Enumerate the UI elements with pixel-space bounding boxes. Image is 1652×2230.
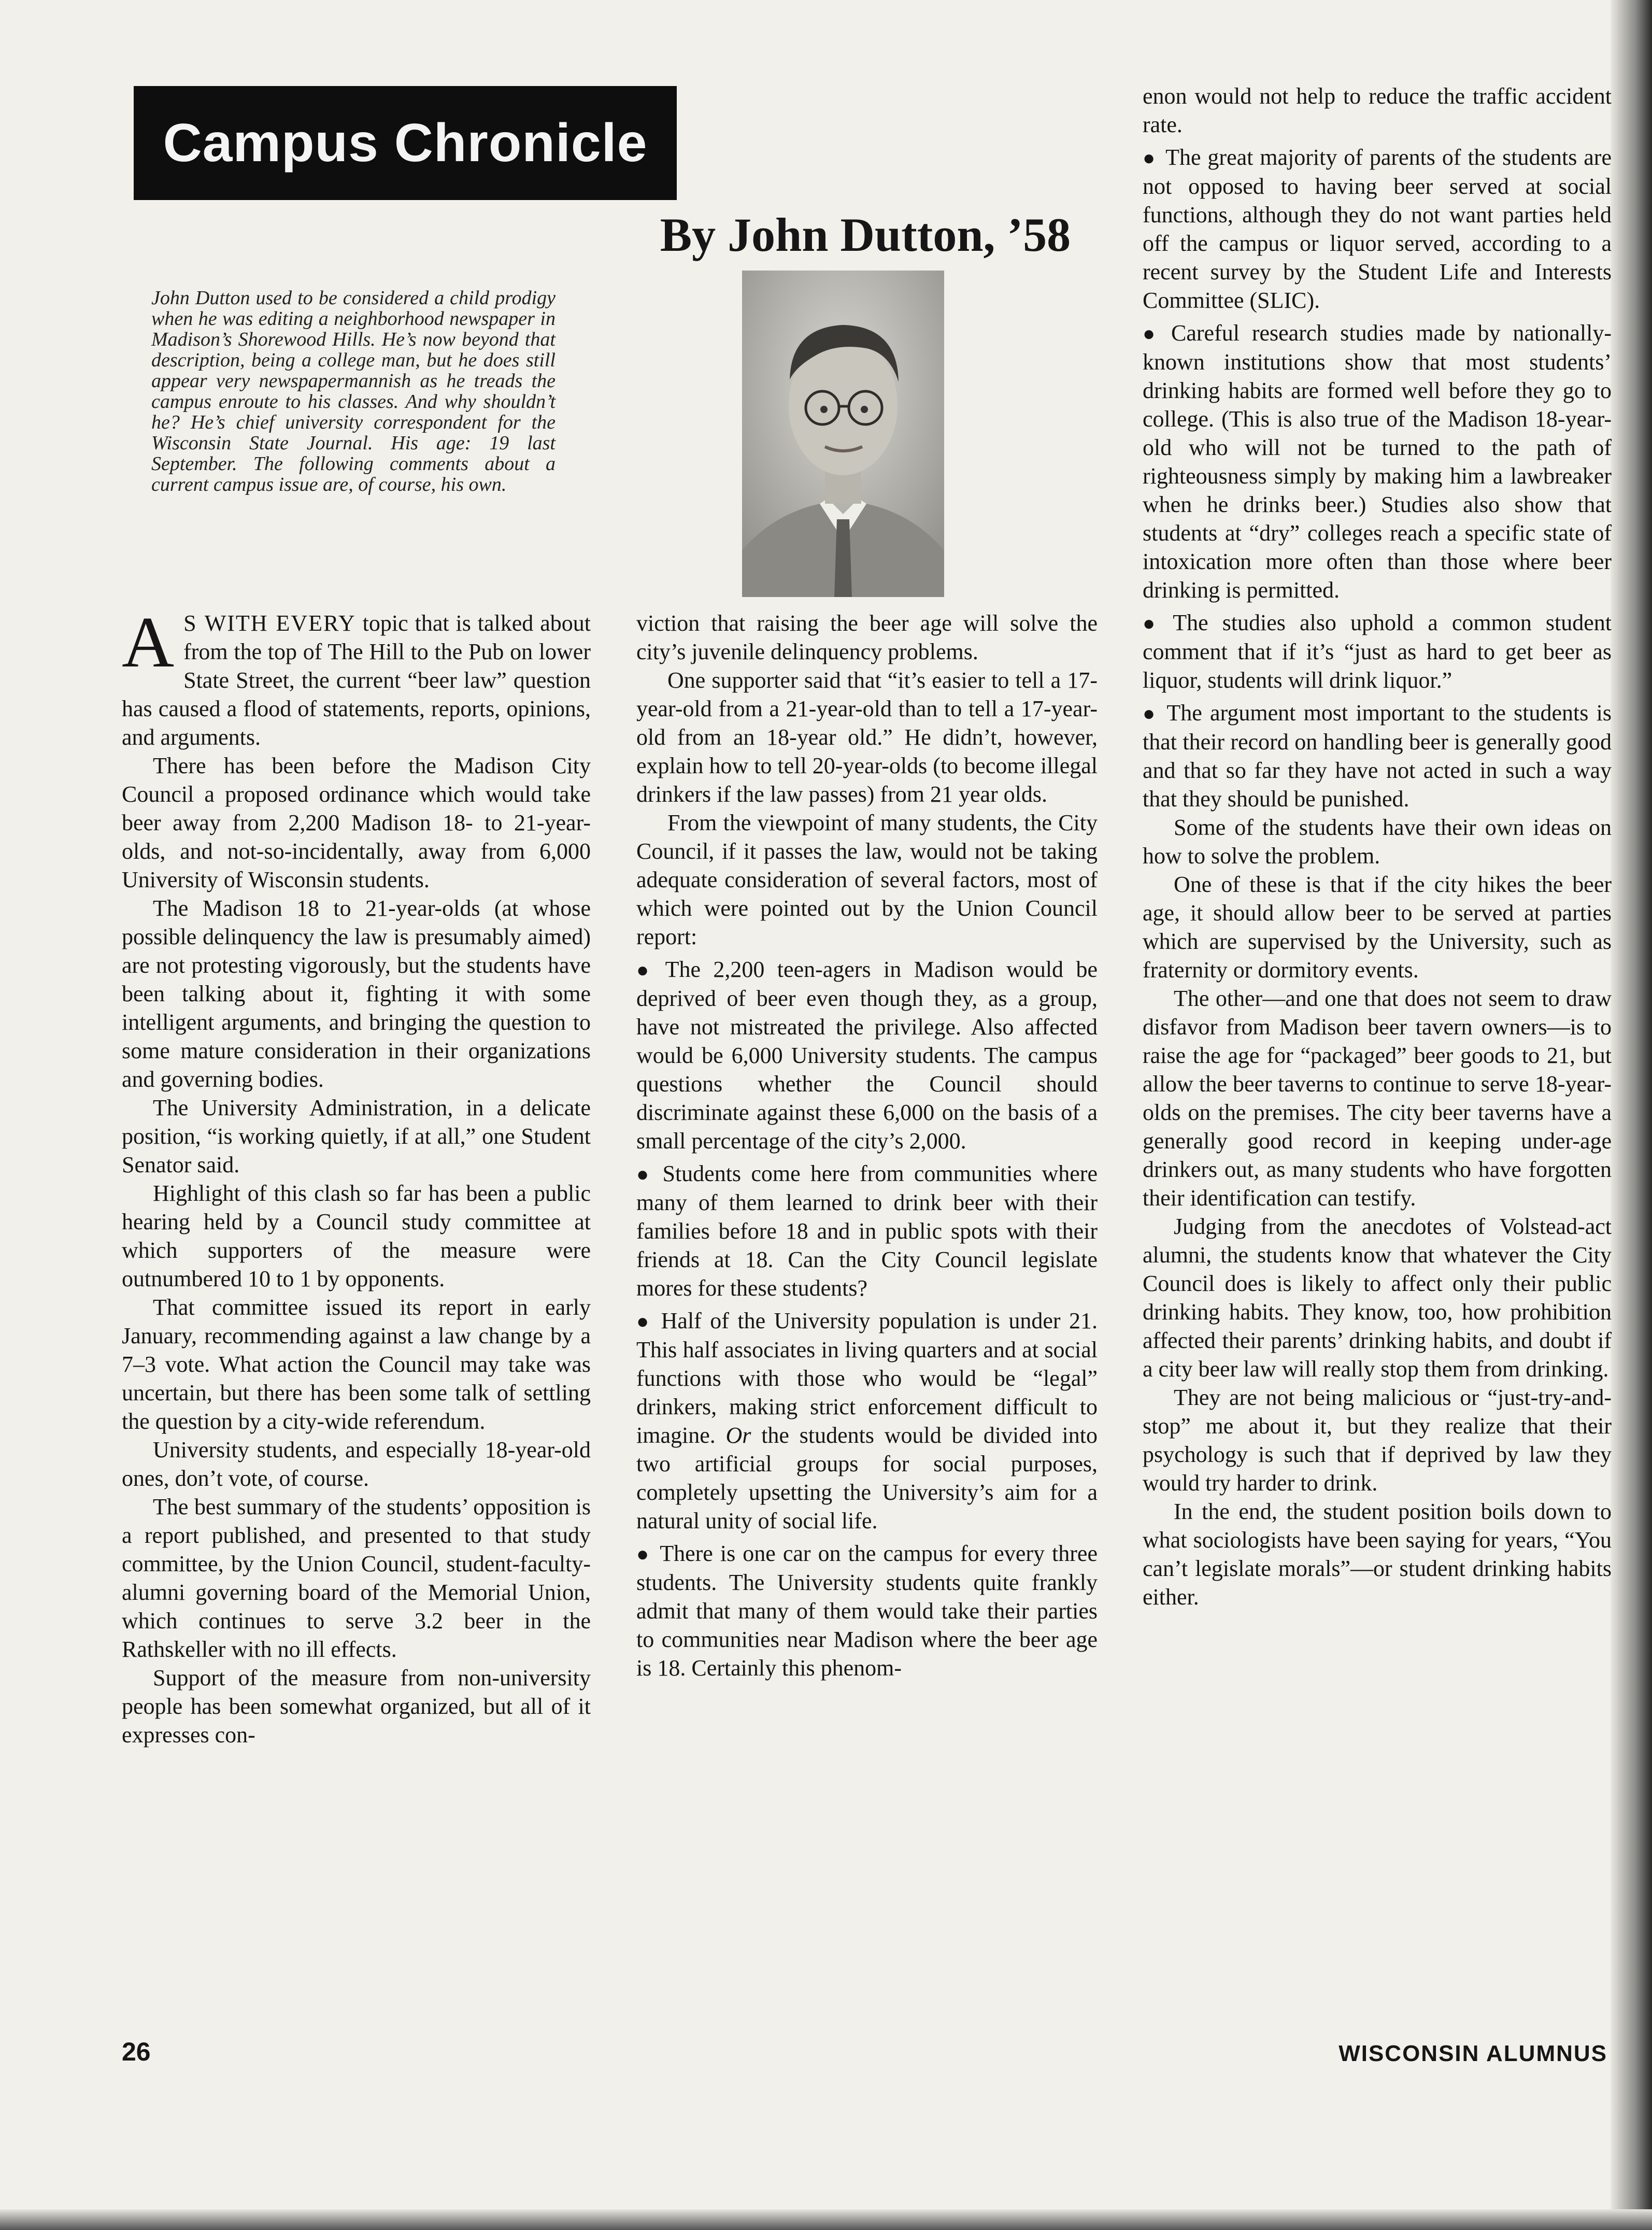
bullet-text: Half of the University population is under 21. This half associates in living quarters and at social functions with those who would be “legal” drinkers, making strict enforcement difficult to imagine. xyxy=(636,1308,1098,1448)
bullet-text: the students would be divided into two artificial groups for social purposes, completely upsetting the University’s aim for a natural unity of social life. xyxy=(636,1423,1098,1533)
bullet-text: The argument most important to the students is that their record on handling beer is generally good and that so far they have not acted in such a way that they should be punished. xyxy=(1143,700,1612,812)
paragraph: That committee issued its report in early January, recommending against a law change by a 7–3 vote. What action the Council may take was uncertain, but there has been some talk of settling the question by a city-wide referendum. xyxy=(122,1295,591,1434)
bullet-emphasis: Or xyxy=(725,1423,751,1448)
paragraph: They are not being malicious or “just-try-and-stop” me about it, but they realize that their psychology is such that if deprived by law they would try harder to drink. xyxy=(1143,1385,1612,1496)
bullet-point xyxy=(636,955,1098,1155)
bullet-icon: ● xyxy=(636,958,656,982)
bullet-icon: ● xyxy=(636,1310,652,1333)
bottom-edge xyxy=(0,2209,1652,2230)
bullet-point xyxy=(1143,699,1612,813)
section-banner xyxy=(134,86,677,200)
author-portrait xyxy=(742,271,944,597)
bullet-text: The 2,200 teen-agers in Madison would be deprived of beer even though they, as a group, have not mistreated the privilege. Also affected would be 6,000 University students. The campus questions whether the Council should discriminate against these 6,000 on the basis of a small percentage of the city’s 2,000. xyxy=(636,957,1098,1154)
bullet-point xyxy=(636,1539,1098,1682)
column-1 xyxy=(122,602,591,1749)
magazine-name: WISCONSIN ALUMNUS xyxy=(1338,2041,1607,2066)
bullet-point xyxy=(1143,608,1612,694)
column-2 xyxy=(636,609,1098,1682)
paragraph: University students, and especially 18-year-old ones, don’t vote, of course. xyxy=(122,1437,591,1491)
paragraph: enon would not help to reduce the traffic accident rate. xyxy=(1143,83,1612,137)
paragraph: One supporter said that “it’s easier to tell a 17-year-old from a 21-year-old than to tell a 17-year-old from an 18-year old.” He didn’t, however, explain how to tell 20-year-olds (to become illegal drinkers if the law passes) from 21 year olds. xyxy=(636,667,1098,807)
paragraph: There has been before the Madison City Council a proposed ordinance which would take beer away from 2,200 Madison 18- to 21-year-olds, and not-so-incidentally, away from 6,000 University of Wisconsin students. xyxy=(122,753,591,892)
paragraph: One of these is that if the city hikes the beer age, it should allow beer to be served at parties which are supervised by the University, such as fraternity or dormitory events. xyxy=(1143,872,1612,983)
bullet-point xyxy=(636,1306,1098,1535)
bullet-text: The great majority of parents of the students are not opposed to having beer served at social functions, although they do not want parties held off the campus or liquor served, according to a recent survey by the Student Life and Interests Committee (SLIC). xyxy=(1143,145,1612,313)
bullet-text: Careful research studies made by nationally-known institutions show that most students’ drinking habits are formed well before they go to college. (This is also true of the Madison 18-year-old who will not be turned to the path of righteousness simply by making him a lawbreaker when he drinks beer.) Studies also show that students at “dry” colleges reach a specific state of intoxication more often than those where beer drinking is permitted. xyxy=(1143,320,1612,603)
bullet-point xyxy=(636,1159,1098,1302)
paragraph: Highlight of this clash so far has been a public hearing held by a Council study committee at which supporters of the measure were outnumbered 10 to 1 by opponents. xyxy=(122,1181,591,1291)
paragraph: The other—and one that does not seem to draw disfavor from Madison beer tavern owners—is to raise the age for “packaged” beer goods to 21, but allow the beer taverns to continue to serve 18-year-olds on the premises. The city beer taverns have a generally good record in keeping under-age drinkers out, as many students who have forgotten their identification can testify. xyxy=(1143,986,1612,1211)
bullet-point xyxy=(1143,143,1612,315)
bullet-icon: ● xyxy=(636,1162,653,1186)
paragraph: From the viewpoint of many students, the City Council, if it passes the law, would not be taking adequate consideration of several factors, most of which were pointed out by the Union Council report: xyxy=(636,810,1098,949)
byline: By John Dutton, ’58 xyxy=(660,208,1071,261)
lead-paragraph xyxy=(122,602,591,751)
author-intro: John Dutton used to be considered a child prodigy when he was editing a neighborhood newspaper in Madison’s Shorewood Hills. He’s now beyond that description, being a college man, but he does still appear very newspapermannish as he treads the campus enroute to his classes. And why shouldn’t he? He’s chief university correspondent for the Wisconsin State Journal. His age: 19 last September. The following comments about a current campus issue are, of course, his own. xyxy=(151,287,556,495)
bullet-text: Students come here from communities where many of them learned to drink beer with their families before 18 and in public spots with their friends at 18. Can the City Council legislate mores for these students? xyxy=(636,1161,1098,1301)
bullet-icon: ● xyxy=(1143,612,1164,635)
paragraph: The University Administration, in a delicate position, “is working quietly, if at all,” one Student Senator said. xyxy=(122,1095,591,1177)
bullet-text: There is one car on the campus for every three students. The University students quite frankly admit that many of them would take their parties to communities near Madison where the beer age is 18. Certainly this phenom- xyxy=(636,1541,1098,1681)
paragraph: In the end, the student position boils down to what sociologists have been saying for years, “You can’t legislate morals”—or student drinking habits either. xyxy=(1143,1499,1612,1610)
bullet-icon: ● xyxy=(1143,322,1162,345)
portrait-photo xyxy=(742,271,944,597)
paragraph: viction that raising the beer age will solve the city’s juvenile delinquency problems. xyxy=(636,610,1098,664)
page-number: 26 xyxy=(122,2037,151,2066)
drop-cap: A xyxy=(122,602,175,683)
paragraph: Judging from the anecdotes of Volstead-act alumni, the students know that whatever the City Council does is likely to affect only their public drinking habits. They know, too, how prohibition affected their parents’ drinking habits, and doubt if a city beer law will really stop them from drinking. xyxy=(1143,1214,1612,1382)
bullet-point xyxy=(1143,319,1612,604)
page-edge xyxy=(1611,0,1652,2230)
column-3 xyxy=(1143,82,1612,1611)
bullet-icon: ● xyxy=(1143,146,1157,169)
bullet-icon: ● xyxy=(636,1542,651,1566)
lead-caps: S WITH EVERY xyxy=(183,610,356,636)
paragraph: Support of the measure from non-university people has been somewhat organized, but all of it expresses con- xyxy=(122,1665,591,1748)
paragraph: Some of the students have their own ideas on how to solve the problem. xyxy=(1143,815,1612,869)
paragraph: The Madison 18 to 21-year-olds (at whose possible delinquency the law is presumably aimed) are not protesting vigorously, but the students have been talking about it, fighting it with some intelligent arguments, and bringing the question to some mature consideration in their organizations and governing bodies. xyxy=(122,896,591,1092)
bullet-icon: ● xyxy=(1143,702,1158,725)
banner-title: Campus Chronicle xyxy=(163,112,648,173)
bullet-text: The studies also uphold a common student comment that if it’s “just as hard to get beer as liquor, students will drink liquor.” xyxy=(1143,610,1612,693)
lead-text: topic that is talked about from the top of The Hill to the Pub on lower State Street, the current “beer law” question has caused a flood of statements, reports, opinions, and arguments. xyxy=(122,610,591,750)
paragraph: The best summary of the students’ opposition is a report published, and presented to that study committee, by the Union Council, student-faculty-alumni governing board of the Memorial Union, which continues to serve 3.2 beer in the Rathskeller with no ill effects. xyxy=(122,1494,591,1662)
